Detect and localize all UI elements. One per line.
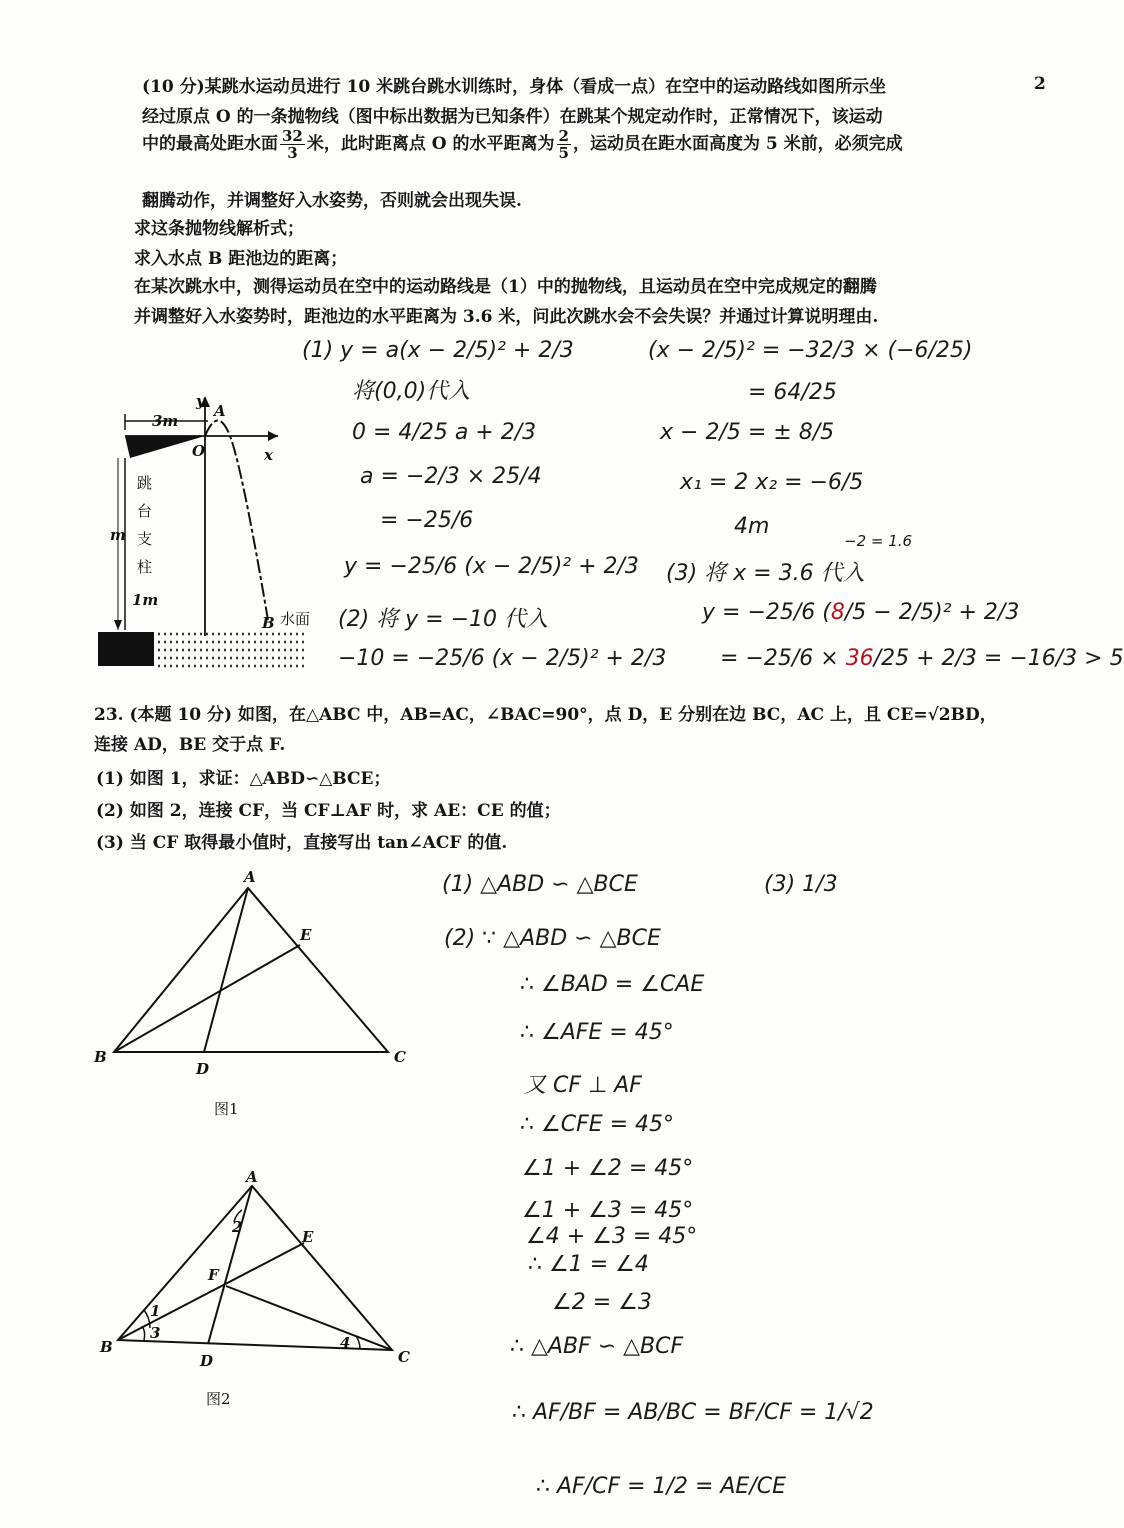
hw23-l9: ∠4 + ∠3 = 45° [526,1224,698,1249]
hw23-l12: ∴ △ABF ∽ △BCF [510,1334,684,1359]
hw23-ans3: (3) 1/3 [764,872,838,897]
segment-AD [204,888,248,1052]
hw22-l8: −10 = −25/6 (x − 2/5)² + 2/3 [338,646,667,671]
q23-line-2: 连接 AD，BE 交于点 F. [94,735,286,755]
hw22-r3: x − 2/5 = ± 8/5 [660,420,835,445]
fig1-caption: 图1 [214,1100,239,1118]
hw23-l13: ∴ AF/BF = AB/BC = BF/CF = 1/√2 [512,1400,874,1425]
hw22-l2: 将(0,0)代入 [352,379,471,404]
q22-line-4: 翻腾动作，并调整好入水姿势，否则就会出现失误. [142,191,522,211]
hw23-l5: 又 CF ⊥ AF [524,1073,642,1098]
hw22-l3: 0 = 4/25 a + 2/3 [352,420,537,445]
water-dots [158,634,305,666]
label-3m: 3m [152,412,179,430]
label-1m: 1m [132,591,159,609]
hw23-l1: (1) △ABD ∽ △BCE [442,872,638,897]
label-water: 水面 [280,610,311,628]
hw22-r2: = 64/25 [748,380,837,405]
q22-line-3-a: 中的最高处距水面 [142,134,278,154]
hw22-r7-red: 8 [830,600,845,625]
q22-part-3b: 并调整好入水姿势时，距池边的水平距离为 3.6 米，问此次跳水会不会失误？并通过计算说明理由. [134,307,879,327]
fig2-label-B: B [100,1338,113,1356]
q22-line-3-b: 米，此时距离点 O 的水平距离为 [306,134,555,154]
segment-BE [114,945,300,1052]
q22-part-2: 求入水点 B 距池边的距离； [134,249,348,269]
support-text: 跳 台 支 柱 [137,474,153,576]
fig2-label-F: F [208,1266,219,1284]
hw22-r5: 4m [734,514,770,539]
q23-line-1: 23. (本题 10 分) 如图，在△ABC 中，AB=AC，∠BAC=90°，点 D，E 分别在边 BC，AC 上，且 CE=√2BD， [94,705,997,725]
fig2-angle-4: 4 [340,1334,351,1352]
page-number: 2 [1034,74,1046,94]
q23-part-3: (3) 当 CF 取得最小值时，直接写出 tan∠ACF 的值. [96,833,508,853]
fraction-32-3: $\frac{32}{3}$ [282,127,303,162]
diving-diagram [98,392,310,666]
fig1-label-E: E [300,926,312,944]
label-y: y [196,392,205,410]
parabola-path [205,421,268,621]
q23-part-1: (1) 如图 1，求证：△ABD∽△BCE； [96,769,391,789]
fig2-angle-2: 2 [232,1218,243,1236]
fig2-angle-3: 3 [150,1324,161,1342]
hw22-r4: x₁ = 2 x₂ = −6/5 [680,470,864,495]
hw23-l6: ∴ ∠CFE = 45° [520,1112,675,1137]
hw22-l6: y = −25/6 (x − 2/5)² + 2/3 [344,554,639,579]
hw23-l4: ∴ ∠AFE = 45° [520,1020,674,1045]
q22-part-3a: 在某次跳水中，测得运动员在空中的运动路线是（1）中的抛物线，且运动员在空中完成规定的翻腾 [134,277,877,297]
fig1-label-B: B [94,1048,107,1066]
hw23-l3: ∴ ∠BAD = ∠CAE [520,972,705,997]
hw22-l1: (1) y = a(x − 2/5)² + 2/3 [302,338,574,363]
segment-AD-2 [208,1186,252,1344]
pool-edge [98,632,154,666]
x-axis-arrow [268,431,278,441]
fraction-2-5: $\frac{2}{5}$ [558,127,569,162]
segment-BE-2 [118,1243,304,1340]
label-x: x [264,446,273,464]
hw22-l4: a = −2/3 × 25/4 [360,464,542,489]
hw22-r8-red: 36 [845,646,874,671]
figure-2 [99,1168,410,1370]
segment-CF [226,1286,392,1350]
q22-part-1: 求这条抛物线解析式； [134,219,304,239]
fig2-label-E: E [302,1228,314,1246]
hw23-l2: (2) ∵ △ABD ∽ △BCE [444,926,661,951]
hw23-l10: ∴ ∠1 = ∠4 [528,1252,649,1277]
hw23-l7: ∠1 + ∠2 = 45° [522,1156,694,1181]
figure-1 [93,868,406,1078]
q22-line-2: 经过原点 O 的一条抛物线（图中标出数据为已知条件）在跳某个规定动作时，正常情况下，该运动 [142,107,883,127]
fig1-label-A: A [244,868,256,886]
dim-m-arrow [114,620,122,630]
hw22-r8: = −25/6 × 36/25 + 2/3 = −16/3 > 5 [720,646,1124,671]
fig2-label-C: C [398,1348,410,1366]
hw23-l11: ∠2 = ∠3 [552,1290,652,1315]
hw22-r6: (3) 将 x = 3.6 代入 [666,561,865,586]
angle-3-arc [142,1326,145,1340]
hw23-l8: ∠1 + ∠3 = 45° [522,1198,694,1223]
q22-line-1: (10 分)某跳水运动员进行 10 米跳台跳水训练时，身体（看成一点）在空中的运动路线如图所示坐 [142,77,887,97]
hw22-l7: (2) 将 y = −10 代入 [338,607,549,632]
fig1-label-D: D [196,1060,210,1078]
fig2-label-A: A [246,1168,258,1186]
label-m: m [110,526,126,544]
label-A: A [214,402,226,420]
hw22-r7: y = −25/6 (8/5 − 2/5)² + 2/3 [702,600,1020,625]
label-B: B [262,614,275,632]
fig2-caption: 图2 [206,1390,231,1408]
fig1-label-C: C [394,1048,406,1066]
hw22-l5: = −25/6 [380,508,474,533]
hw22-r6-note: −2 = 1.6 [844,532,913,550]
label-O: O [192,442,206,460]
q22-line-3-c: ，运动员在距水面高度为 5 米前，必须完成 [572,134,903,154]
q23-part-2: (2) 如图 2，连接 CF，当 CF⊥AF 时，求 AE：CE 的值； [96,801,561,821]
fig2-angle-1: 1 [150,1302,161,1320]
hw23-l14: ∴ AF/CF = 1/2 = AE/CE [536,1474,786,1499]
hw22-r1: (x − 2/5)² = −32/3 × (−6/25) [648,338,973,363]
fig2-label-D: D [200,1352,214,1370]
